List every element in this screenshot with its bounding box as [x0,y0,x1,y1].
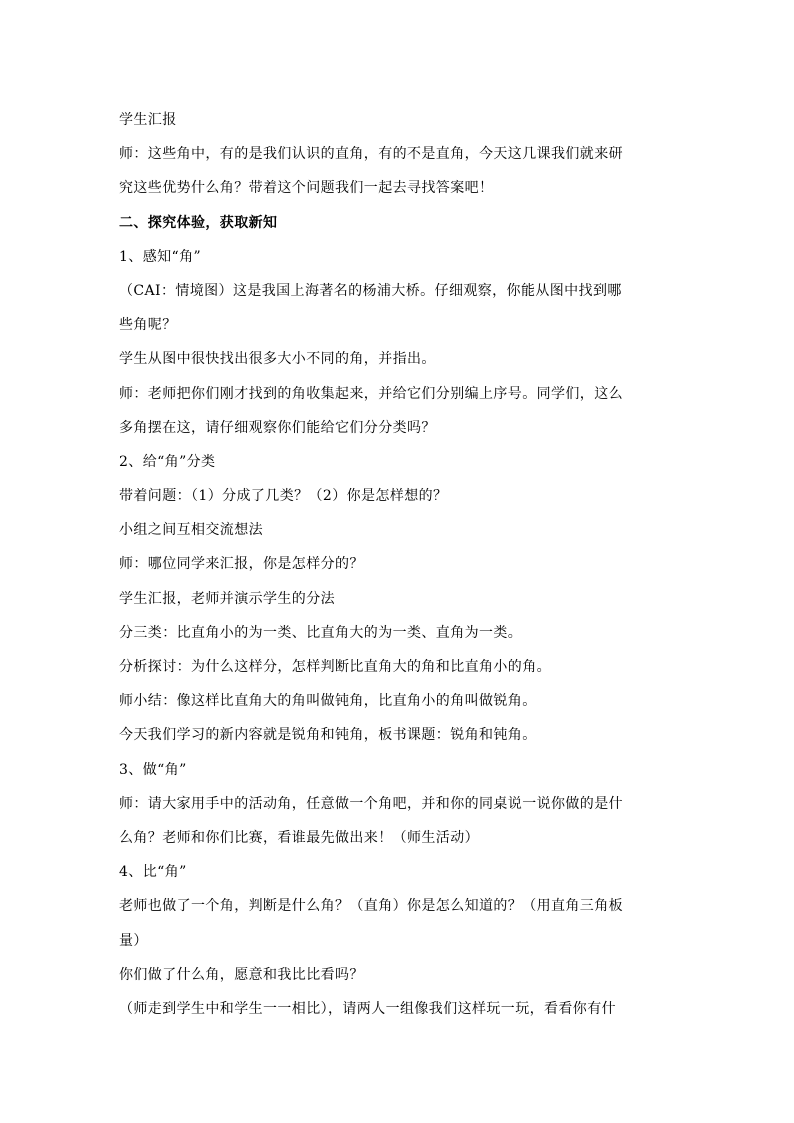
subsection-heading: 2、给“角”分类 [119,453,216,470]
text-line: 究这些优势什么角？带着这个问题我们一起去寻找答案吧！ [119,180,494,197]
text-line: 么角？老师和你们比赛，看谁最先做出来！（师生活动） [119,829,479,846]
subsection-heading: 1、感知“角” [119,248,202,265]
text-line: 老师也做了一个角，判断是什么角？（直角）你是怎么知道的？（用直角三角板 [119,898,623,915]
document-body [119,103,684,1026]
text-line: 师：这些角中，有的是我们认识的直角，有的不是直角，今天这几课我们就来研 [119,146,623,163]
text-line: 些角呢？ [119,317,177,334]
text-line: 带着问题：（1）分成了几类？（2）你是怎样想的？ [119,488,448,505]
text-line: 师：老师把你们刚才找到的角收集起来，并给它们分别编上序号。同学们，这么 [119,385,623,402]
text-line: 学生汇报，老师并演示学生的分法 [119,590,335,607]
text-line: （师走到学生中和学生一一相比），请两人一组像我们这样玩一玩，看看你有什 [119,1000,616,1017]
text-line: 学生汇报 [119,112,177,128]
subsection-heading: 4、比“角” [119,864,187,881]
text-line: 分析探讨：为什么这样分，怎样判断比直角大的角和比直角小的角。 [119,659,551,675]
text-line: 量） [119,932,148,949]
subsection-heading: 3、做“角” [119,761,187,778]
text-line: 你们做了什么角，愿意和我比比看吗？ [119,966,364,983]
text-line: 师小结：像这样比直角大的角叫做钝角，比直角小的角叫做锐角。 [119,693,537,710]
text-line: 师：哪位同学来汇报，你是怎样分的？ [119,556,364,573]
section-heading: 二、探究体验，获取新知 [119,214,278,231]
text-line: 学生从图中很快找出很多大小不同的角，并指出。 [119,351,436,368]
text-line: 小组之间互相交流想法 [119,522,263,539]
text-line: 分三类：比直角小的为一类、比直角大的为一类、直角为一类。 [119,624,523,641]
text-line: 今天我们学习的新内容就是锐角和钝角，板书课题：锐角和钝角。 [119,727,537,744]
text-line: （CAI：情境图）这是我国上海著名的杨浦大桥。仔细观察，你能从图中找到哪 [119,282,622,299]
text-line: 多角摆在这，请仔细观察你们能给它们分分类吗？ [119,419,436,436]
text-line: 师：请大家用手中的活动角，任意做一个角吧，并和你的同桌说一说你做的是什 [119,795,623,812]
